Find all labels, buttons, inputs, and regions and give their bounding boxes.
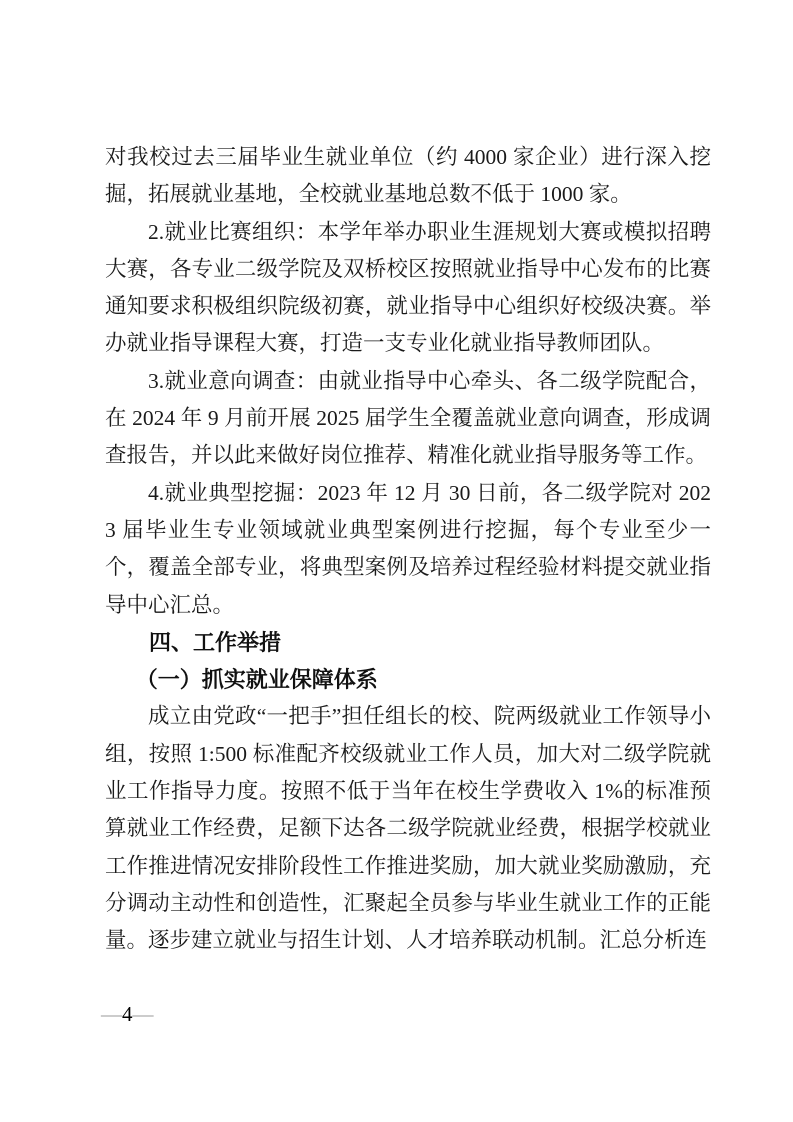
page-number-left-dash: — <box>101 1002 122 1026</box>
subsection-heading-employment-guarantee-system: （一）抓实就业保障体系 <box>135 667 378 693</box>
document-body <box>105 139 711 960</box>
paragraph-item-2-employment-competition: 2.就业比赛组织：本学年举办职业生涯规划大赛或模拟招聘大赛，各专业二级学院及双桥校区按照就业指导中心发布的比赛通知要求积极组织院级初赛，就业指导中心组织好校级决赛。举办就业指导课程大赛，打造一支专业化就业指导教师团队。 <box>105 219 711 356</box>
page-number <box>101 1002 154 1026</box>
paragraph-item-4-employment-case-mining: 4.就业典型挖掘：2023 年 12 月 30 日前，各二级学院对 2023 届毕业生专业领域就业典型案例进行挖掘，每个专业至少一个，覆盖全部专业，将典型案例及培养过程经验材料提交就业指导中心汇总。 <box>105 480 711 617</box>
paragraph-item-3-employment-intention-survey: 3.就业意向调查：由就业指导中心牵头、各二级学院配合，在 2024 年 9 月前开展 2025 届学生全覆盖就业意向调查，形成调查报告，并以此来做好岗位推荐、精准化就业指导服务等工作。 <box>105 368 711 468</box>
page-number-right-dash: — <box>132 1002 154 1026</box>
section-heading-work-measures: 四、工作举措 <box>149 629 282 655</box>
paragraph-continued-from-previous-page: 对我校过去三届毕业生就业单位（约 4000 家企业）进行深入挖掘，拓展就业基地，全校就业基地总数不低于 1000 家。 <box>105 145 711 207</box>
page-number-value: 4 <box>122 1002 133 1026</box>
paragraph-employment-guarantee-details: 成立由党政“一把手”担任组长的校、院两级就业工作领导小组，按照 1:500 标准配齐校级就业工作人员，加大对二级学院就业工作指导力度。按照不低于当年在校生学费收入 1%的标准预算就业工作经费，足额下达各二级学院就业经费，根据学校就业工作推进情况安排阶段性工作推进奖励，加大就业奖励激励，充分调动主动性和创造性，汇聚起全员参与毕业生就业工作的正能量。逐步建立就业与招生计划、人才培养联动机制。汇总分析连 <box>105 704 711 953</box>
